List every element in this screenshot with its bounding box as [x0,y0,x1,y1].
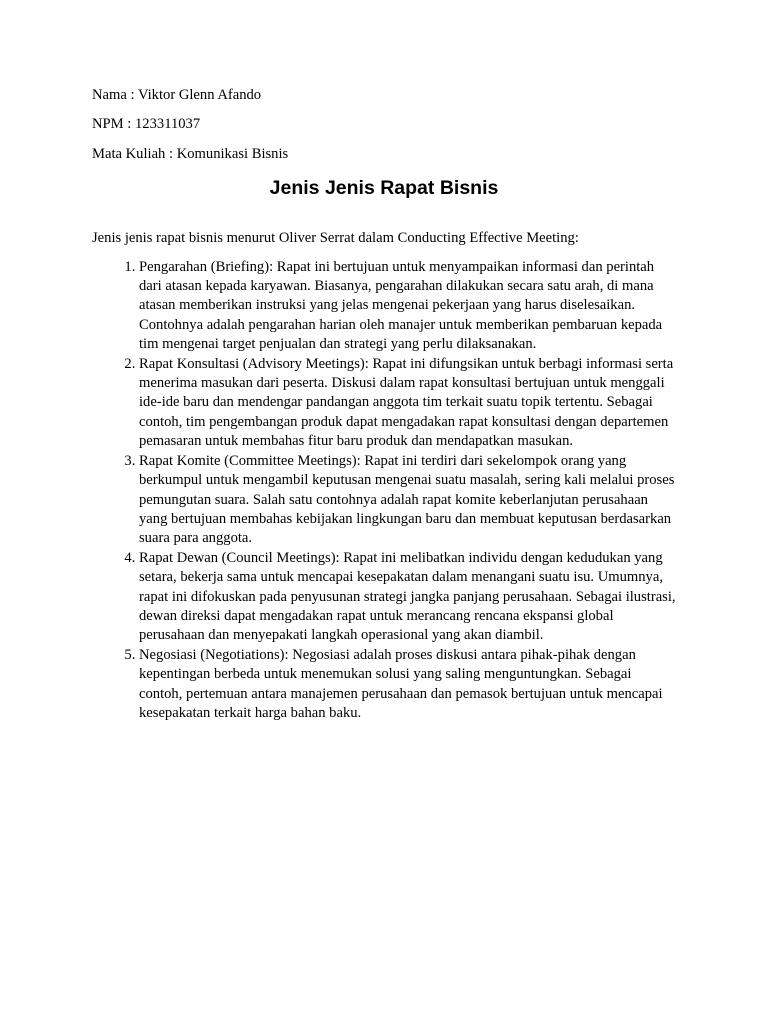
student-npm-label: NPM [92,116,124,133]
list-item-advisory: 2. Rapat Konsultasi (Advisory Meetings): Rapat ini difungsikan untuk berbagi informasi serta menerima masukan dari peserta. Diskusi dalam rapat konsultasi bertujuan untuk menggali ide-ide baru dan mendengar pandangan anggota tim terkait suatu topik tertentu. Sebagai contoh, tim pengembangan produk dapat mengadakan rapat konsultasi dengan departemen pemasaran untuk membahas fitur baru produk dan mendapatkan masukan. [139,355,676,452]
document-title: Jenis Jenis Rapat Bisnis [269,177,499,200]
course-label: Mata Kuliah [92,145,166,162]
student-npm-value: 123311037 [135,116,201,133]
student-name-value: Viktor Glenn Afando [137,87,262,103]
course-value: Komunikasi Bisnis [176,145,289,162]
meeting-types-list [92,258,676,724]
student-npm-line: NPM : 123311037 [92,116,201,133]
course-line: Mata Kuliah : Komunikasi Bisnis [92,145,289,162]
list-item-council: 4. Rapat Dewan (Council Meetings): Rapat ini melibatkan individu dengan kedudukan yang setara, bekerja sama untuk mencapai kesepakatan dalam menangani suatu isu. Umumnya, rapat ini difokuskan pada penyusunan strategi jangka panjang perusahaan. Sebagai ilustrasi, dewan direksi dapat mengadakan rapat untuk merancang rencana ekspansi global perusahaan dan menyepakati langkah operasional yang akan diambil. [139,549,676,646]
student-name-label: Nama [92,87,127,103]
list-item-committee: 3. Rapat Komite (Committee Meetings): Rapat ini terdiri dari sekelompok orang yang berkumpul untuk mengambil keputusan mengenai suatu masalah, sering kali melalui proses pemungutan suara. Salah satu contohnya adalah rapat komite keberlanjutan perusahaan yang bertujuan membahas kebijakan lingkungan baru dan membuat keputusan berdasarkan suara para anggota. [139,452,676,549]
list-item-briefing: 1. Pengarahan (Briefing): Rapat ini bertujuan untuk menyampaikan informasi dan perintah dari atasan kepada karyawan. Biasanya, pengarahan dilakukan secara satu arah, di mana atasan memberikan instruksi yang jelas mengenai pekerjaan yang harus diselesaikan. Contohnya adalah pengarahan harian oleh manajer untuk memberikan pembaruan kepada tim mengenai target penjualan dan strategi yang perlu dilaksanakan. [139,258,676,355]
student-name-line: Nama : Viktor Glenn Afando [92,87,262,103]
intro-paragraph: Jenis jenis rapat bisnis menurut Oliver Serrat dalam Conducting Effective Meeting: [92,230,579,247]
list-item-negotiations: 5. Negosiasi (Negotiations): Negosiasi adalah proses diskusi antara pihak-pihak dengan kepentingan berbeda untuk menemukan solusi yang saling menguntungkan. Sebagai contoh, pertemuan antara manajemen perusahaan dan pemasok bertujuan untuk mencapai kesepakatan terkait harga bahan baku. [139,646,676,724]
